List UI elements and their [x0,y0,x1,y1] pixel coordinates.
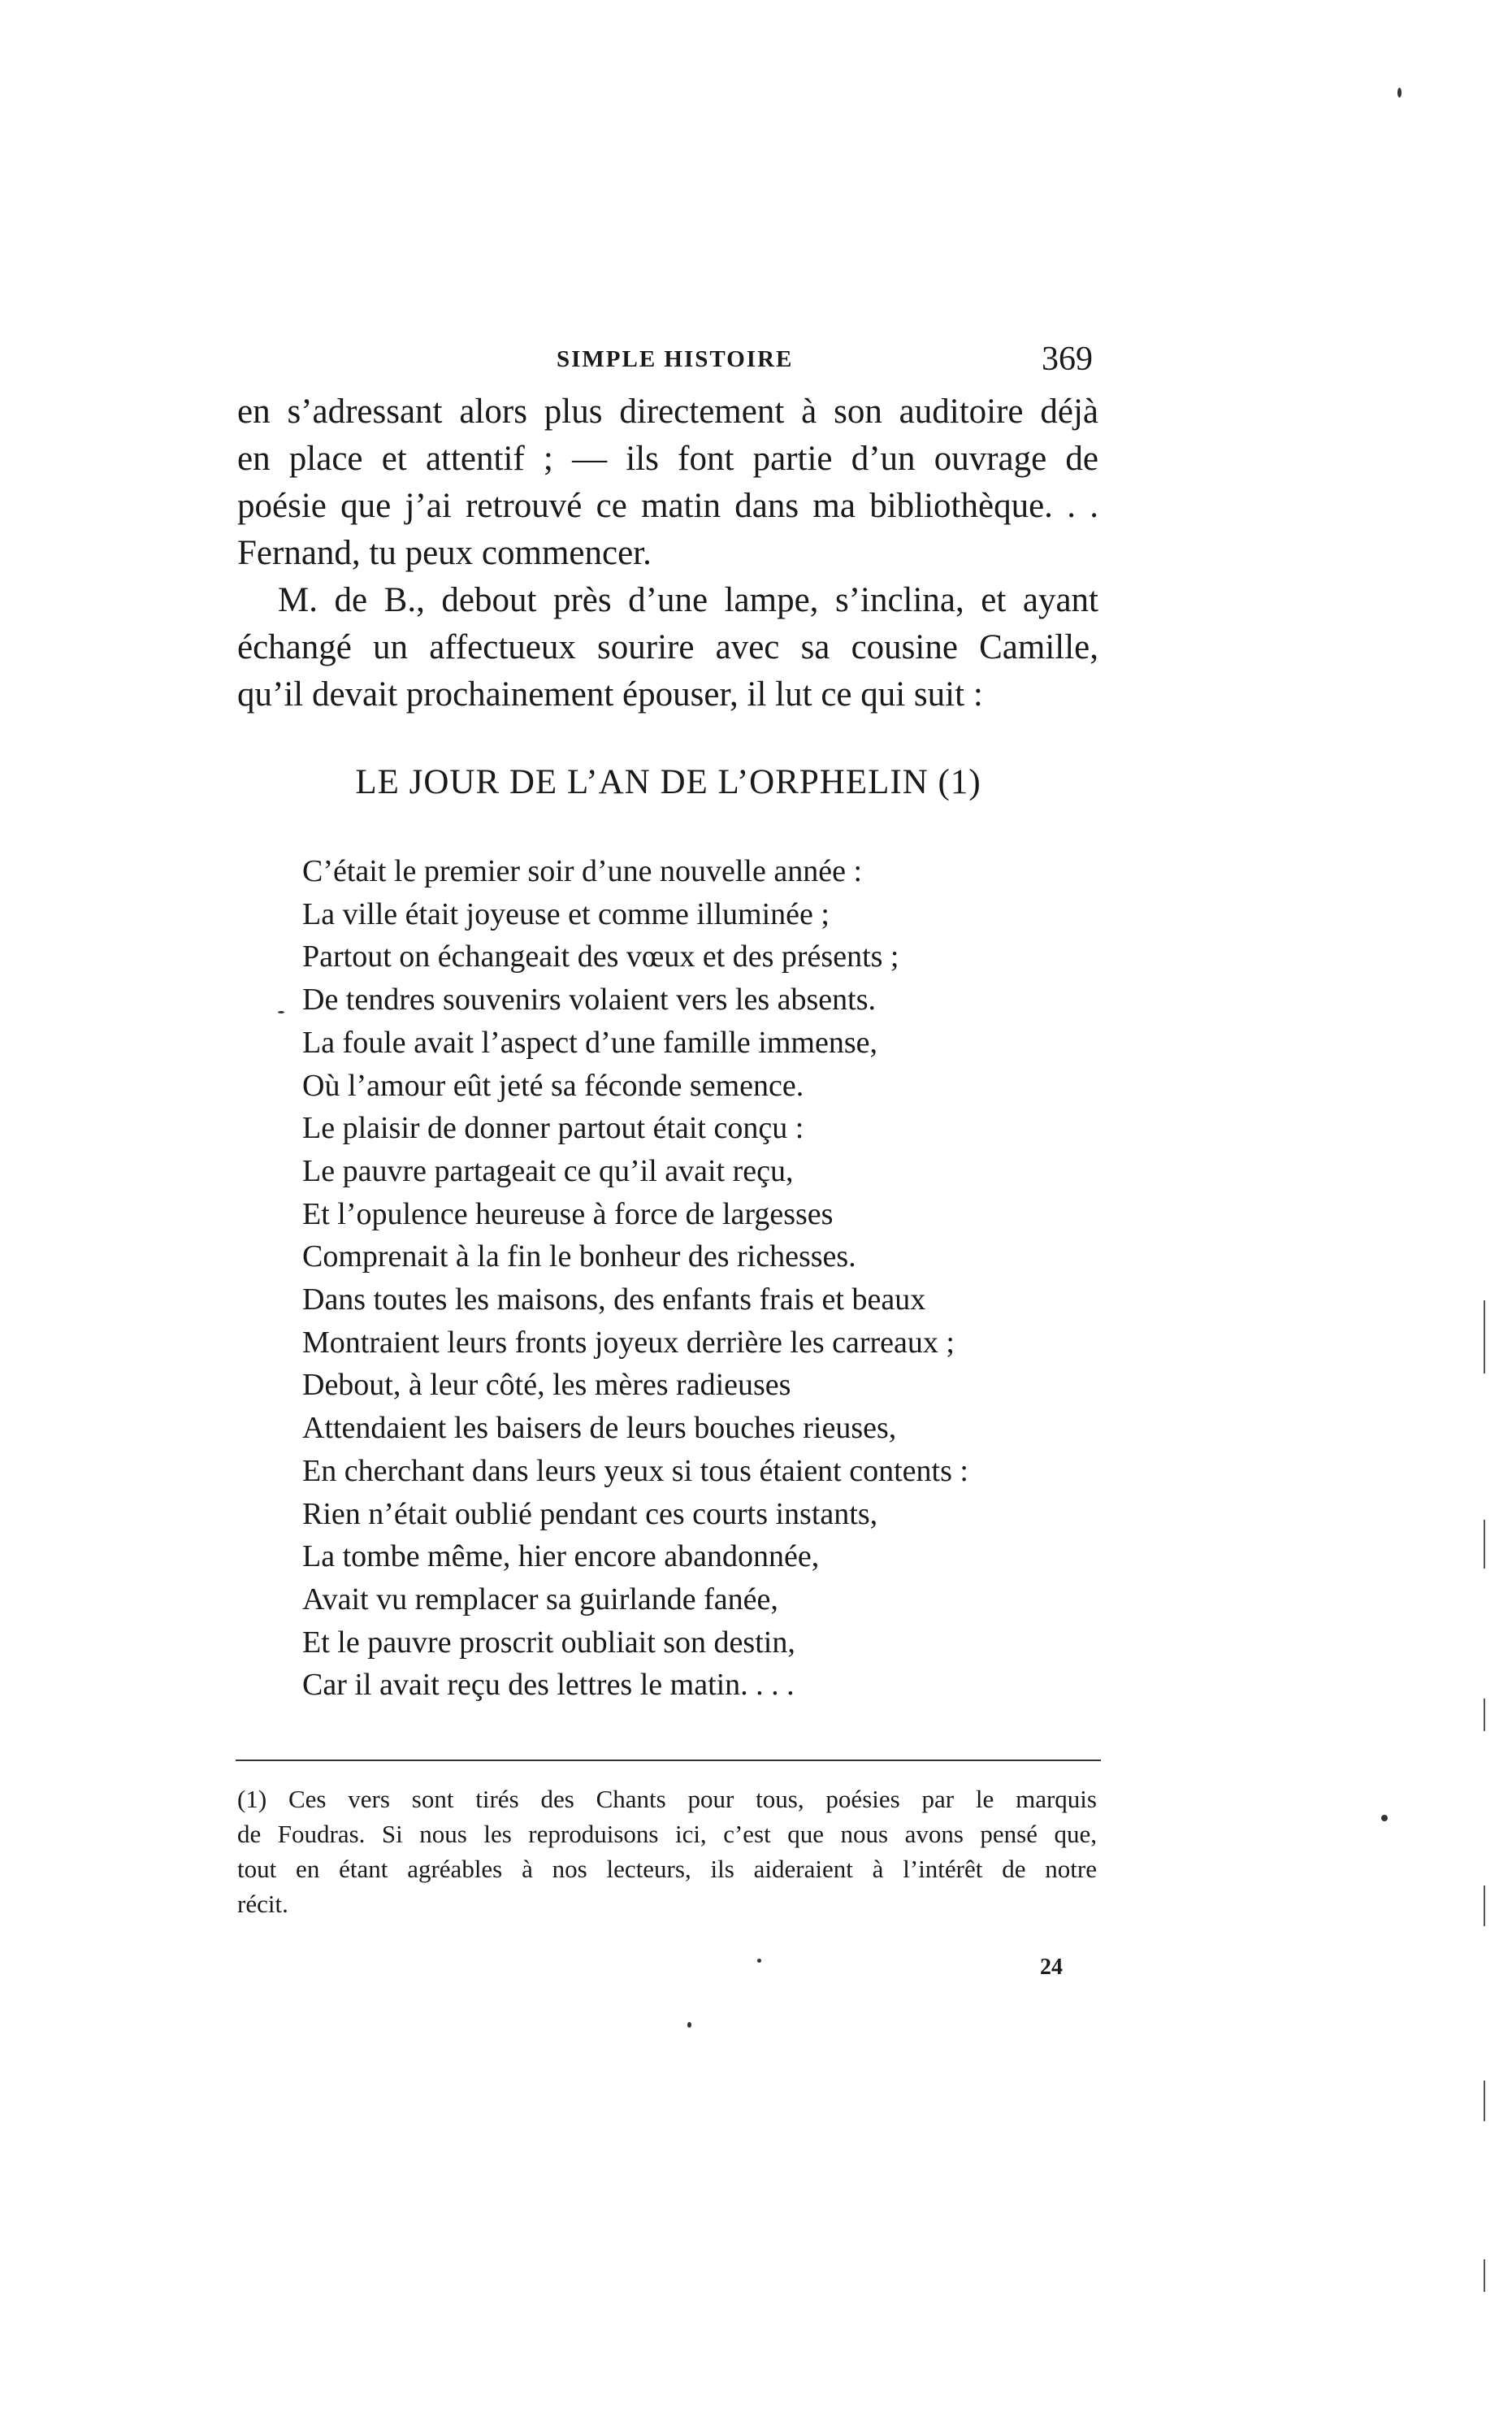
poem-verse: Montraient leurs fronts joyeux derrière les carreaux ; [302,1325,955,1360]
paragraph-continuation [237,388,1098,577]
text-line: poésie que j’ai retrouvé ce matin dans ma bibliothèque. . . [237,487,1098,525]
margin-edge-mark [1484,1300,1485,1373]
poem-body [302,850,1098,1707]
footnote [237,1781,1097,1921]
poem-title: LE JOUR DE L’AN DE L’ORPHELIN (1) [355,763,981,801]
margin-edge-mark [1484,1885,1485,1926]
poem-verse: Le plaisir de donner partout était conçu : [302,1111,804,1146]
poem-verse: Et le pauvre proscrit oubliait son destin, [302,1625,795,1660]
poem-verse: Debout, à leur côté, les mères radieuses [302,1368,791,1403]
poem-verse: Où l’amour eût jeté sa féconde semence. [302,1068,804,1103]
footnote-line: de Foudras. Si nous les reproduisons ici, c’est que nous avons pensé que, [237,1820,1097,1848]
scan-speck [1397,88,1402,98]
footnote-divider [236,1760,1101,1761]
margin-edge-mark [1484,1699,1485,1731]
margin-edge-mark [1484,2081,1485,2121]
text-line: Fernand, tu peux commencer. [237,534,652,572]
poem-verse: Partout on échangeait des vœux et des présents ; [302,939,899,974]
poem-verse: Comprenait à la fin le bonheur des richesses. [302,1239,856,1274]
poem-verse: Dans toutes les maisons, des enfants frais et beaux [302,1282,926,1317]
poem-verse: Le pauvre partageait ce qu’il avait reçu, [302,1153,794,1188]
scan-speck [757,1959,761,1963]
poem-verse: Rien n’était oublié pendant ces courts instants, [302,1496,878,1531]
poem-verse: La foule avait l’aspect d’une famille immense, [302,1025,877,1060]
poem-verse: Car il avait reçu des lettres le matin. . . . [302,1668,795,1703]
poem-verse: En cherchant dans leurs yeux si tous étaient contents : [302,1453,968,1488]
margin-edge-mark [1484,1520,1485,1569]
text-line: échangé un affectueux sourire avec sa cousine Camille, [237,628,1098,666]
scan-speck [1381,1815,1388,1821]
text-line: en place et attentif ; — ils font partie d’un ouvrage de [237,440,1098,478]
margin-edge-mark [1484,2259,1485,2292]
poem-verse: Attendaient les baisers de leurs bouches rieuses, [302,1411,897,1446]
poem-verse: C’était le premier soir d’une nouvelle année : [302,854,863,888]
page-number: 369 [1042,341,1093,378]
footnote-line: récit. [237,1890,288,1918]
running-head [236,340,1101,380]
body-text [237,388,1098,718]
text-line: M. de B., debout près d’une lampe, s’inclina, et ayant [278,581,1098,619]
poem-verse: De tendres souvenirs volaient vers les absents. [302,983,876,1018]
poem-verse: Et l’opulence heureuse à force de largesses [302,1196,834,1231]
text-line: en s’adressant alors plus directement à son auditoire déjà [237,393,1098,431]
poem-verse: Avait vu remplacer sa guirlande fanée, [302,1582,778,1616]
scan-speck [687,2022,691,2028]
poem-verse: La tombe même, hier encore abandonnée, [302,1539,820,1574]
running-title: SIMPLE HISTOIRE [557,346,794,372]
poem-verse: La ville était joyeuse et comme illuminée ; [302,896,830,931]
scan-speck [278,1011,284,1013]
paragraph-narration [237,577,1098,718]
footnote-line: tout en étant agréables à nos lecteurs, ils aideraient à l’intérêt de notre [237,1855,1097,1883]
signature-mark: 24 [1040,1955,1063,1980]
text-line: qu’il devait prochainement épouser, il lut ce qui suit : [237,675,983,714]
footnote-line: (1) Ces vers sont tirés des Chants pour tous, poésies par le marquis [237,1785,1097,1813]
